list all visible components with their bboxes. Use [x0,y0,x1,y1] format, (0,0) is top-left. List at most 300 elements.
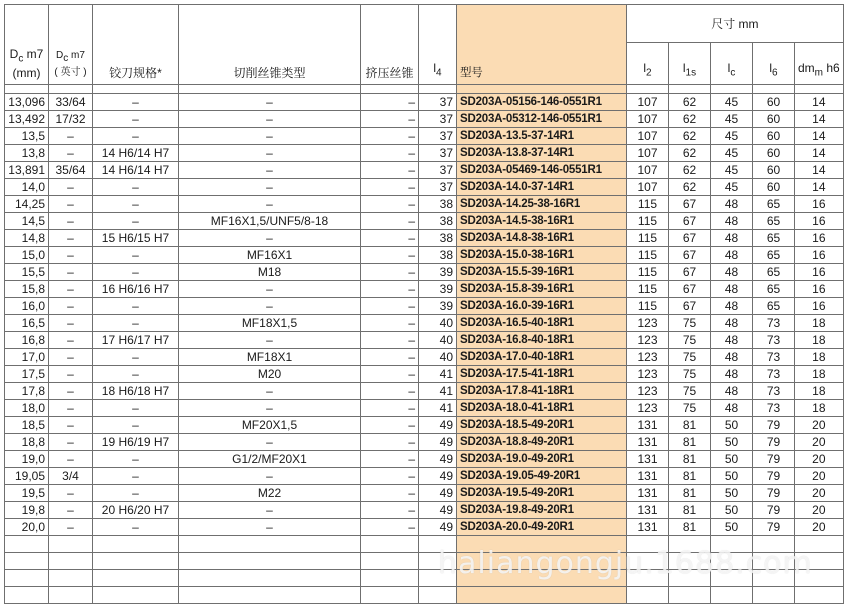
cell-inch: – [49,502,93,519]
cell-dmm: 20 [795,502,844,519]
cell-l4: 38 [419,196,457,213]
cell-inch: – [49,315,93,332]
empty-cell [711,570,753,587]
cell-l1s: 62 [669,162,711,179]
cell-l4: 40 [419,349,457,366]
cell-l4: 37 [419,179,457,196]
cell-model: SD203A-14.5-38-16R1 [457,213,627,230]
cell-l4: 40 [419,315,457,332]
cell-reamer: – [93,315,179,332]
table-row [5,468,844,485]
cell-reamer: 18 H6/18 H7 [93,383,179,400]
empty-cell [457,536,627,553]
cell-dc: 20,0 [5,519,49,536]
cell-l6: 60 [753,94,795,111]
empty-cell [49,570,93,587]
cell-l4: 37 [419,111,457,128]
cell-cut: MF20X1,5 [179,417,361,434]
cell-form: – [361,179,419,196]
cell-dmm: 14 [795,179,844,196]
cell-inch: – [49,298,93,315]
cell-cut: – [179,230,361,247]
cell-dmm: 18 [795,332,844,349]
cell-l4: 39 [419,264,457,281]
cell-cut: G1/2/MF20X1 [179,451,361,468]
empty-cell [5,536,49,553]
cell-cut: – [179,145,361,162]
cell-form: – [361,519,419,536]
cell-form: – [361,145,419,162]
cell-l1s: 67 [669,247,711,264]
cell-form: – [361,383,419,400]
cell-l6: 60 [753,179,795,196]
cell-reamer: – [93,213,179,230]
cell-dc: 13,492 [5,111,49,128]
cell-l4: 49 [419,485,457,502]
cell-l6: 65 [753,281,795,298]
cell-inch: 17/32 [49,111,93,128]
cell-l2: 131 [627,468,669,485]
cell-cut: – [179,111,361,128]
cell-form: – [361,230,419,247]
cell-model: SD203A-15.8-39-16R1 [457,281,627,298]
empty-cell [179,587,361,604]
cell-reamer: – [93,298,179,315]
cell-dc: 15,8 [5,281,49,298]
header-l4: $l_4$ [419,5,457,85]
empty-cell [93,536,179,553]
cell-lc: 48 [711,264,753,281]
cell-form: – [361,485,419,502]
cell-lc: 48 [711,247,753,264]
table-body [5,85,844,604]
cell-model: SD203A-20.0-49-20R1 [457,519,627,536]
empty-cell [753,570,795,587]
empty-cell [179,570,361,587]
cell-cut: MF16X1,5/UNF5/8-18 [179,213,361,230]
cell-form: – [361,128,419,145]
cell-dmm: 14 [795,128,844,145]
cell-l4: 38 [419,213,457,230]
cell-form: – [361,417,419,434]
cell-l4: 38 [419,247,457,264]
cell-model: SD203A-14.0-37-14R1 [457,179,627,196]
cell-cut: MF18X1 [179,349,361,366]
cell-l2: 115 [627,298,669,315]
table-row [5,485,844,502]
empty-cell [419,570,457,587]
cell-dc: 17,5 [5,366,49,383]
cell-dmm: 16 [795,298,844,315]
cell-l6: 65 [753,298,795,315]
table-row [5,94,844,111]
cell-dmm: 18 [795,383,844,400]
cell-model: SD203A-19.5-49-20R1 [457,485,627,502]
cell-l2: 131 [627,417,669,434]
cell-l6: 73 [753,332,795,349]
cell-l6: 65 [753,247,795,264]
cell-dc: 13,891 [5,162,49,179]
empty-cell [627,553,669,570]
cell-model: SD203A-19.8-49-20R1 [457,502,627,519]
cell-reamer: – [93,111,179,128]
cell-dc: 14,25 [5,196,49,213]
cell-inch: 33/64 [49,94,93,111]
cell-cut: – [179,434,361,451]
header-dimensions-group: 尺寸 mm [627,5,844,43]
cell-dmm: 18 [795,400,844,417]
cell-form: – [361,366,419,383]
cell-dmm: 14 [795,111,844,128]
cell-dmm: 16 [795,281,844,298]
cell-dc: 19,5 [5,485,49,502]
cell-inch: – [49,281,93,298]
empty-cell [93,570,179,587]
cell-dc: 15,0 [5,247,49,264]
cell-dc: 17,0 [5,349,49,366]
cell-lc: 45 [711,111,753,128]
empty-cell [627,536,669,553]
cell-l4: 49 [419,417,457,434]
cell-l6: 60 [753,111,795,128]
cell-l6: 65 [753,264,795,281]
cell-cut: – [179,400,361,417]
cell-lc: 45 [711,162,753,179]
empty-cell [93,553,179,570]
cell-l4: 37 [419,145,457,162]
cell-reamer: – [93,179,179,196]
cell-dmm: 18 [795,315,844,332]
cell-model: SD203A-18.5-49-20R1 [457,417,627,434]
cell-cut: MF16X1 [179,247,361,264]
cell-l4: 41 [419,383,457,400]
cell-l6: 79 [753,468,795,485]
cell-lc: 48 [711,332,753,349]
cell-lc: 50 [711,434,753,451]
cell-dc: 17,8 [5,383,49,400]
cell-dmm: 20 [795,519,844,536]
cell-l6: 65 [753,230,795,247]
table-row [5,366,844,383]
cell-l1s: 67 [669,230,711,247]
cell-l1s: 62 [669,145,711,162]
empty-cell [457,587,627,604]
cell-dc: 13,5 [5,128,49,145]
cell-cut: – [179,298,361,315]
cell-l6: 73 [753,400,795,417]
cell-lc: 50 [711,519,753,536]
cell-form: – [361,213,419,230]
cell-l2: 115 [627,281,669,298]
cell-cut: – [179,94,361,111]
cell-dc: 14,5 [5,213,49,230]
cell-l2: 131 [627,519,669,536]
header-l1s: $l_{1s}$ [669,43,711,85]
cell-l2: 131 [627,451,669,468]
cell-cut: – [179,128,361,145]
cell-l6: 73 [753,366,795,383]
table-row [5,281,844,298]
cell-l1s: 75 [669,332,711,349]
cell-reamer: – [93,264,179,281]
cell-l4: 41 [419,366,457,383]
cell-inch: – [49,128,93,145]
empty-cell [711,587,753,604]
cell-dc: 19,8 [5,502,49,519]
cell-form: – [361,332,419,349]
cell-lc: 50 [711,468,753,485]
cell-lc: 45 [711,128,753,145]
empty-cell [669,536,711,553]
cell-reamer: – [93,196,179,213]
table-row [5,502,844,519]
cell-cut: – [179,162,361,179]
empty-cell [49,536,93,553]
cell-model: SD203A-15.5-39-16R1 [457,264,627,281]
cell-model: SD203A-16.5-40-18R1 [457,315,627,332]
cell-l4: 38 [419,230,457,247]
table-row [5,417,844,434]
cell-l2: 115 [627,213,669,230]
cell-l4: 49 [419,451,457,468]
cell-l1s: 81 [669,434,711,451]
table-row [5,196,844,213]
cell-l4: 49 [419,468,457,485]
header-dc-mm: $D_c$ m7 (mm) [5,5,49,85]
cell-l2: 107 [627,179,669,196]
cell-reamer: – [93,451,179,468]
cell-dc: 13,8 [5,145,49,162]
cell-lc: 45 [711,179,753,196]
cell-reamer: 19 H6/19 H7 [93,434,179,451]
cell-reamer: – [93,400,179,417]
header-l2: $l_2$ [627,43,669,85]
cell-l2: 107 [627,111,669,128]
cell-l2: 107 [627,94,669,111]
empty-cell [711,553,753,570]
cell-dmm: 20 [795,434,844,451]
cell-model: SD203A-15.0-38-16R1 [457,247,627,264]
cell-reamer: – [93,349,179,366]
cell-reamer: – [93,366,179,383]
cell-dmm: 14 [795,94,844,111]
table-row [5,383,844,400]
cell-inch: – [49,230,93,247]
cell-l4: 39 [419,281,457,298]
empty-cell [5,587,49,604]
cell-l6: 79 [753,434,795,451]
cell-inch: – [49,349,93,366]
cell-cut: M18 [179,264,361,281]
cell-form: – [361,247,419,264]
cell-cut: – [179,179,361,196]
cell-inch: – [49,264,93,281]
cell-inch: – [49,417,93,434]
cell-lc: 48 [711,315,753,332]
empty-cell [457,553,627,570]
cell-dc: 16,0 [5,298,49,315]
empty-cell [669,553,711,570]
cell-inch: – [49,145,93,162]
empty-cell [5,553,49,570]
cell-lc: 48 [711,298,753,315]
cell-l6: 79 [753,502,795,519]
cell-dmm: 16 [795,230,844,247]
cell-l2: 115 [627,264,669,281]
cell-dc: 18,5 [5,417,49,434]
cell-reamer: – [93,417,179,434]
cell-l2: 131 [627,434,669,451]
cell-l1s: 75 [669,366,711,383]
cell-lc: 50 [711,502,753,519]
header-cut-tap: 切削丝锥类型 [179,5,361,85]
header-reamer: 铰刀规格* [93,5,179,85]
cell-l4: 49 [419,502,457,519]
cell-dmm: 20 [795,468,844,485]
empty-cell [457,570,627,587]
empty-cell [419,553,457,570]
table-row [5,349,844,366]
cell-model: SD203A-16.0-39-16R1 [457,298,627,315]
cell-cut: – [179,196,361,213]
cell-form: – [361,264,419,281]
cell-reamer: 20 H6/20 H7 [93,502,179,519]
cell-dc: 14,0 [5,179,49,196]
cell-l4: 37 [419,162,457,179]
cell-l1s: 75 [669,349,711,366]
cell-model: SD203A-17.5-41-18R1 [457,366,627,383]
empty-cell [361,553,419,570]
cell-l4: 37 [419,128,457,145]
empty-cell [627,587,669,604]
header-dmm: $dm_m$ h6 [795,43,844,85]
cell-dmm: 20 [795,485,844,502]
cell-form: – [361,434,419,451]
header-l6: $l_6$ [753,43,795,85]
cell-model: SD203A-05156-146-0551R1 [457,94,627,111]
cell-l1s: 62 [669,179,711,196]
cell-form: – [361,196,419,213]
cell-reamer: 14 H6/14 H7 [93,145,179,162]
cell-l4: 49 [419,434,457,451]
empty-cell [669,570,711,587]
header-model: 型号 [457,5,627,85]
cell-reamer: 14 H6/14 H7 [93,162,179,179]
cell-l4: 39 [419,298,457,315]
cell-model: SD203A-19.05-49-20R1 [457,468,627,485]
cell-l4: 40 [419,332,457,349]
cell-form: – [361,468,419,485]
cell-lc: 48 [711,383,753,400]
cell-l1s: 62 [669,94,711,111]
cell-dmm: 16 [795,196,844,213]
tool-spec-table [4,4,844,604]
cell-l1s: 67 [669,213,711,230]
cell-lc: 48 [711,281,753,298]
cell-dc: 19,05 [5,468,49,485]
cell-l1s: 81 [669,451,711,468]
cell-inch: – [49,179,93,196]
cell-l1s: 75 [669,400,711,417]
cell-dc: 16,5 [5,315,49,332]
cell-l1s: 81 [669,468,711,485]
empty-cell [419,536,457,553]
cell-cut: – [179,281,361,298]
cell-lc: 50 [711,451,753,468]
cell-l2: 123 [627,383,669,400]
cell-lc: 45 [711,94,753,111]
empty-cell [627,570,669,587]
empty-cell [179,553,361,570]
cell-model: SD203A-05312-146-0551R1 [457,111,627,128]
cell-l2: 131 [627,502,669,519]
table-row [5,230,844,247]
table-row [5,213,844,230]
cell-model: SD203A-17.0-40-18R1 [457,349,627,366]
table-row [5,519,844,536]
cell-l1s: 81 [669,485,711,502]
cell-dc: 15,5 [5,264,49,281]
cell-form: – [361,111,419,128]
cell-form: – [361,349,419,366]
table-row [5,400,844,417]
cell-form: – [361,94,419,111]
table-row [5,332,844,349]
cell-l6: 60 [753,162,795,179]
cell-model: SD203A-16.8-40-18R1 [457,332,627,349]
table-row [5,298,844,315]
cell-form: – [361,298,419,315]
cell-model: SD203A-18.0-41-18R1 [457,400,627,417]
header-dc-inch: $D_c$ m7 ( 英寸 ) [49,5,93,85]
cell-model: SD203A-19.0-49-20R1 [457,451,627,468]
cell-reamer: 16 H6/16 H7 [93,281,179,298]
cell-l1s: 67 [669,264,711,281]
cell-l2: 123 [627,315,669,332]
cell-l1s: 81 [669,519,711,536]
cell-l1s: 62 [669,128,711,145]
empty-cell [753,553,795,570]
cell-lc: 48 [711,366,753,383]
cell-dc: 19,0 [5,451,49,468]
cell-lc: 50 [711,485,753,502]
empty-cell [711,536,753,553]
cell-l6: 79 [753,485,795,502]
cell-model: SD203A-14.8-38-16R1 [457,230,627,247]
cell-l6: 79 [753,451,795,468]
cell-l2: 107 [627,128,669,145]
cell-l1s: 81 [669,502,711,519]
cell-dmm: 16 [795,247,844,264]
cell-l6: 73 [753,315,795,332]
empty-row [5,570,844,587]
empty-cell [795,553,844,570]
cell-l6: 60 [753,145,795,162]
header-lc: $l_c$ [711,43,753,85]
spacer-row [5,85,844,94]
cell-l6: 73 [753,349,795,366]
header-form-tap: 挤压丝锥 [361,5,419,85]
table-row [5,162,844,179]
empty-cell [179,536,361,553]
empty-cell [93,587,179,604]
cell-l1s: 67 [669,298,711,315]
cell-dmm: 14 [795,162,844,179]
cell-l1s: 75 [669,383,711,400]
cell-inch: – [49,400,93,417]
cell-dmm: 18 [795,366,844,383]
cell-lc: 48 [711,349,753,366]
